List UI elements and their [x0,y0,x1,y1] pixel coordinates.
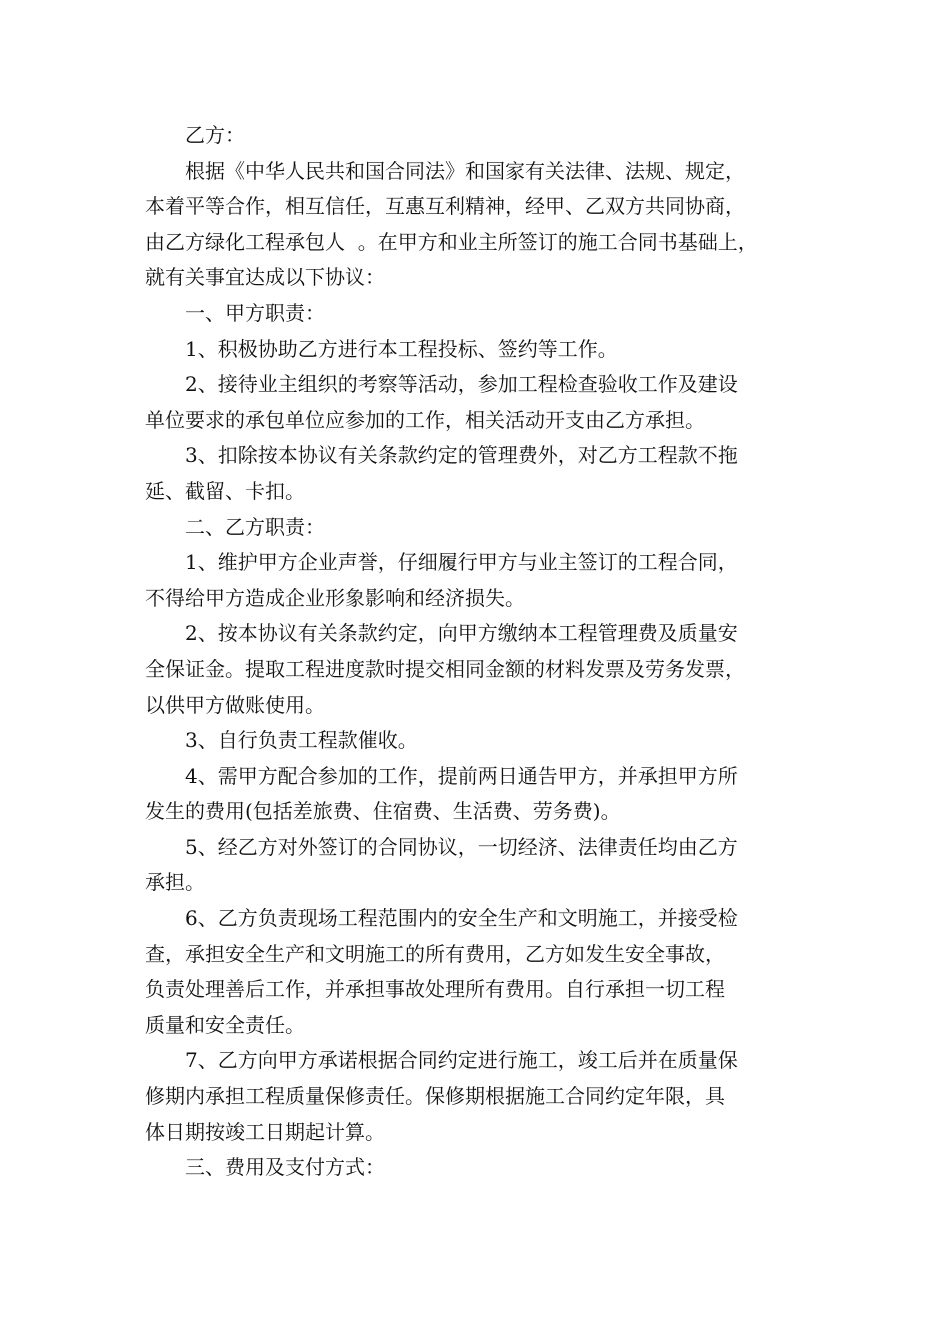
paragraph-line: 不得给甲方造成企业形象影响和经济损失。 [145,585,525,610]
paragraph-line: 6、乙方负责现场工程范围内的安全生产和文明施工，并接受检 [185,906,738,931]
paragraph-line: 负责处理善后工作，并承担事故处理所有费用。自行承担一切工程 [145,977,725,1002]
paragraph-line: 根据《中华人民共和国合同法》和国家有关法律、法规、规定， [185,158,745,183]
paragraph [145,1150,810,1186]
paragraph-line: 修期内承担工程质量保修责任。保修期根据施工合同约定年限，具 [145,1084,725,1109]
paragraph [145,154,810,296]
paragraph [145,545,810,616]
paragraph [145,830,810,901]
paragraph [145,296,810,332]
paragraph [145,367,810,438]
paragraph-line: 全保证金。提取工程进度款时提交相同金额的材料发票及劳务发票， [145,656,745,681]
paragraph-line: 由乙方绿化工程承包人 。在甲方和业主所签订的施工合同书基础上， [145,229,758,254]
paragraph [145,616,810,723]
paragraph-line: 4、需甲方配合参加的工作，提前两日通告甲方，并承担甲方所 [185,763,738,788]
paragraph-line: 单位要求的承包单位应参加的工作，相关活动开支由乙方承担。 [145,407,705,432]
paragraph-line: 承担。 [145,870,205,895]
paragraph-line: 本着平等合作，相互信任，互惠互利精神，经甲、乙双方共同协商， [145,194,745,219]
paragraph [145,332,810,368]
paragraph-line: 体日期按竣工日期起计算。 [145,1119,385,1144]
paragraph [145,901,810,1043]
paragraph-line: 3、自行负责工程款催收。 [185,728,418,753]
paragraph-line: 发生的费用(包括差旅费、住宿费、生活费、劳务费)。 [145,799,621,824]
paragraph-line: 二、乙方职责： [185,514,325,539]
paragraph-line: 5、经乙方对外签订的合同协议，一切经济、法律责任均由乙方 [185,834,738,859]
paragraph [145,723,810,759]
paragraph-line: 就有关事宜达成以下协议： [145,265,385,290]
paragraph-line: 2、按本协议有关条款约定，向甲方缴纳本工程管理费及质量安 [185,621,738,646]
paragraph-line: 三、费用及支付方式： [185,1155,385,1180]
paragraph [145,438,810,509]
paragraph [145,118,810,154]
paragraph-line: 质量和安全责任。 [145,1012,305,1037]
paragraph-line: 2、接待业主组织的考察等活动，参加工程检查验收工作及建设 [185,372,738,397]
paragraph [145,759,810,830]
paragraph-line: 查，承担安全生产和文明施工的所有费用，乙方如发生安全事故， [145,941,725,966]
paragraph-line: 一、甲方职责： [185,300,325,325]
paragraph [145,1043,810,1150]
paragraph-line: 延、截留、卡扣。 [145,478,305,503]
document-page [145,118,810,1186]
paragraph-line: 以供甲方做账使用。 [145,692,325,717]
paragraph-line: 3、扣除按本协议有关条款约定的管理费外，对乙方工程款不拖 [185,443,738,468]
paragraph-line: 乙方： [185,123,245,147]
paragraph-line: 1、积极协助乙方进行本工程投标、签约等工作。 [185,336,618,361]
paragraph-line: 1、维护甲方企业声誉，仔细履行甲方与业主签订的工程合同， [185,550,738,575]
paragraph [145,510,810,546]
paragraph-line: 7、乙方向甲方承诺根据合同约定进行施工，竣工后并在质量保 [185,1048,738,1073]
